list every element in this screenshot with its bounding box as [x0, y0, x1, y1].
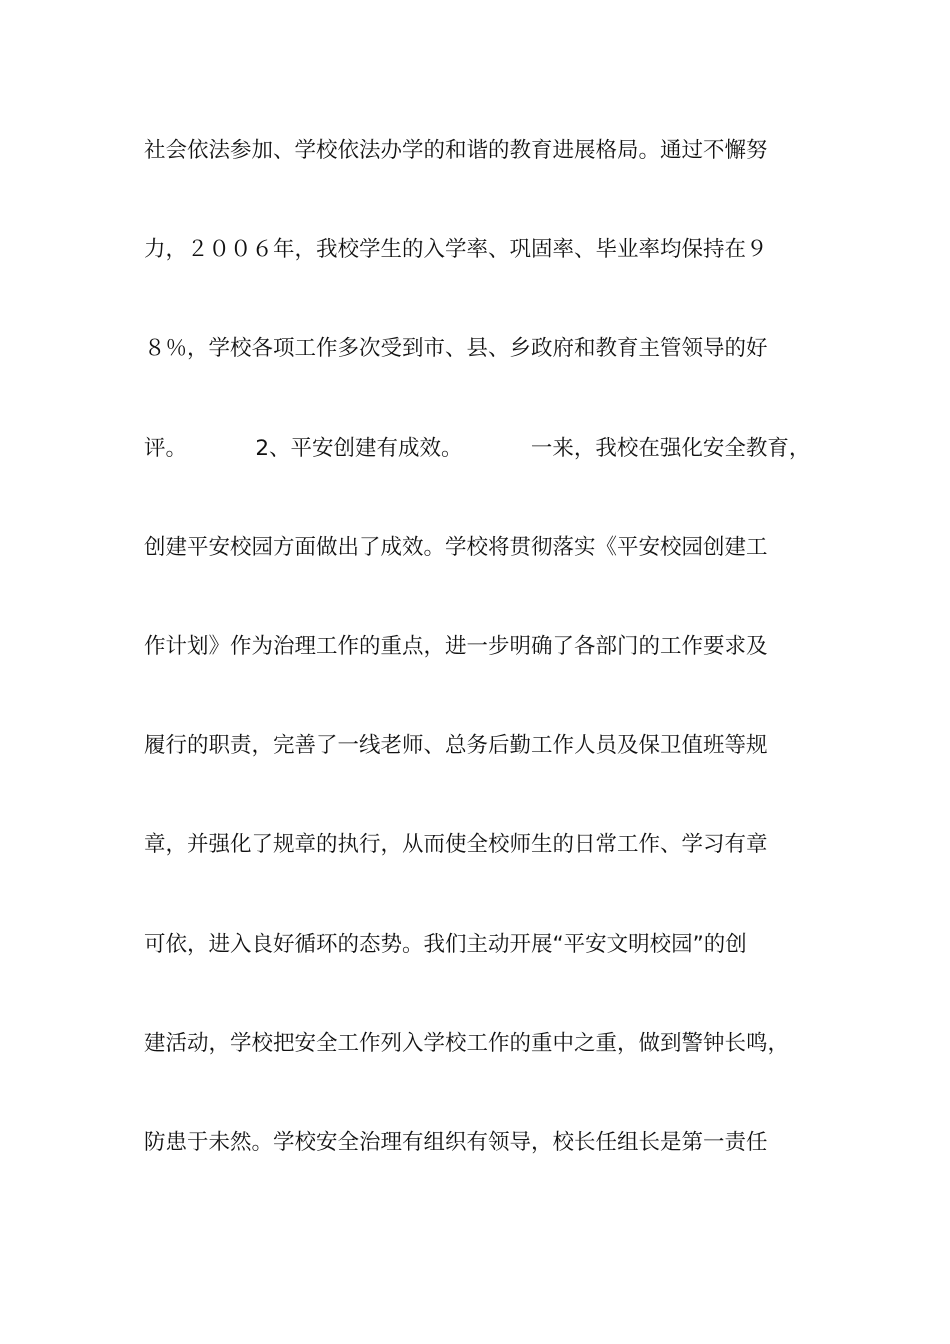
text-line: 创建平安校园方面做出了成效。学校将贯彻落实《平安校园创建工 [144, 534, 768, 560]
text-line: 可依，进入良好循环的态势。我们主动开展“平安文明校园”的创 [144, 931, 747, 957]
text-line: 履行的职责，完善了一线老师、总务后勤工作人员及保卫值班等规 [144, 733, 768, 759]
text-line: 建活动，学校把安全工作列入学校工作的重中之重，做到警钟长鸣， [144, 1030, 790, 1056]
text-line: 防患于未然。学校安全治理有组织有领导，校长任组长是第一责任 [144, 1129, 768, 1155]
text-line: 社会依法参加、学校依法办学的和谐的教育进展格局。通过不懈努 [144, 138, 768, 163]
text-line: ８％，学校各项工作多次受到市、县、乡政府和教育主管领导的好 [144, 336, 768, 362]
text-line: 力，２００６年，我校学生的入学率、巩固率、毕业率均保持在９ [144, 237, 768, 263]
text-line: 章，并强化了规章的执行，从而使全校师生的日常工作、学习有章 [144, 832, 768, 858]
text-line: 作计划》作为治理工作的重点，进一步明确了各部门的工作要求及 [144, 633, 768, 659]
text-line: 评。 2、平安创建有成效。 一来，我校在强化安全教育， [144, 435, 811, 461]
body-text [144, 128, 844, 1219]
